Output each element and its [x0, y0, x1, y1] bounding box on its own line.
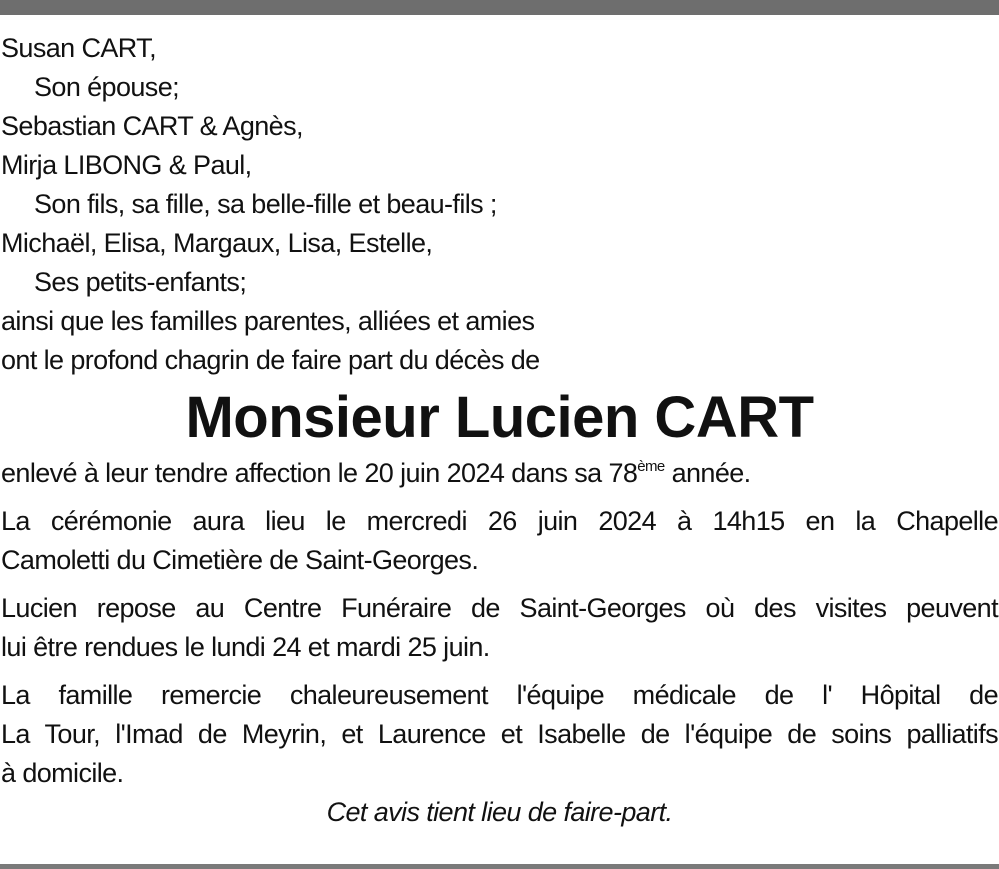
deceased-name: Monsieur Lucien CART	[185, 385, 814, 450]
ceremony-line: La cérémonie aura lieu le mercredi 26 juin 2024 à 14h15 en la Chapelle	[1, 506, 998, 536]
relation-line: Son fils, sa fille, sa belle-fille et beau-fils ;	[34, 189, 497, 219]
thanks-line: La famille remercie chaleureusement l'équipe médicale de l' Hôpital de	[1, 680, 998, 710]
top-rule	[0, 0, 999, 15]
obituary-notice	[1, 29, 998, 832]
ceremony-line: Camoletti du Cimetière de Saint-Georges.	[1, 545, 479, 575]
death-text: enlevé à leur tendre affection le 20 juin 2024 dans sa 78	[1, 458, 638, 488]
family-line: ainsi que les familles parentes, alliées et amies	[1, 306, 535, 336]
closing-note: Cet avis tient lieu de faire-part.	[326, 797, 673, 827]
visitation-line: lui être rendues le lundi 24 et mardi 25 juin.	[1, 632, 490, 662]
death-statement	[1, 454, 998, 493]
family-line: Susan CART,	[1, 33, 156, 63]
death-text-end: année.	[664, 458, 751, 488]
visitation-paragraph	[1, 589, 998, 667]
thanks-line: à domicile.	[1, 758, 124, 788]
visitation-line: Lucien repose au Centre Funéraire de Saint-Georges où des visites peuvent	[1, 593, 998, 623]
family-line: Michaël, Elisa, Margaux, Lisa, Estelle,	[1, 228, 433, 258]
family-line: Sebastian CART & Agnès,	[1, 111, 303, 141]
thanks-paragraph	[1, 676, 998, 793]
relation-line: Ses petits-enfants;	[34, 267, 247, 297]
family-line: Mirja LIBONG & Paul,	[1, 150, 252, 180]
ceremony-paragraph	[1, 502, 998, 580]
announcement-line: ont le profond chagrin de faire part du décès de	[1, 345, 540, 375]
bottom-rule	[0, 864, 999, 869]
thanks-line: La Tour, l'Imad de Meyrin, et Laurence et Isabelle de l'équipe de soins palliatifs	[1, 719, 998, 749]
relation-line: Son épouse;	[34, 72, 180, 102]
ordinal-suffix: ème	[637, 458, 665, 475]
